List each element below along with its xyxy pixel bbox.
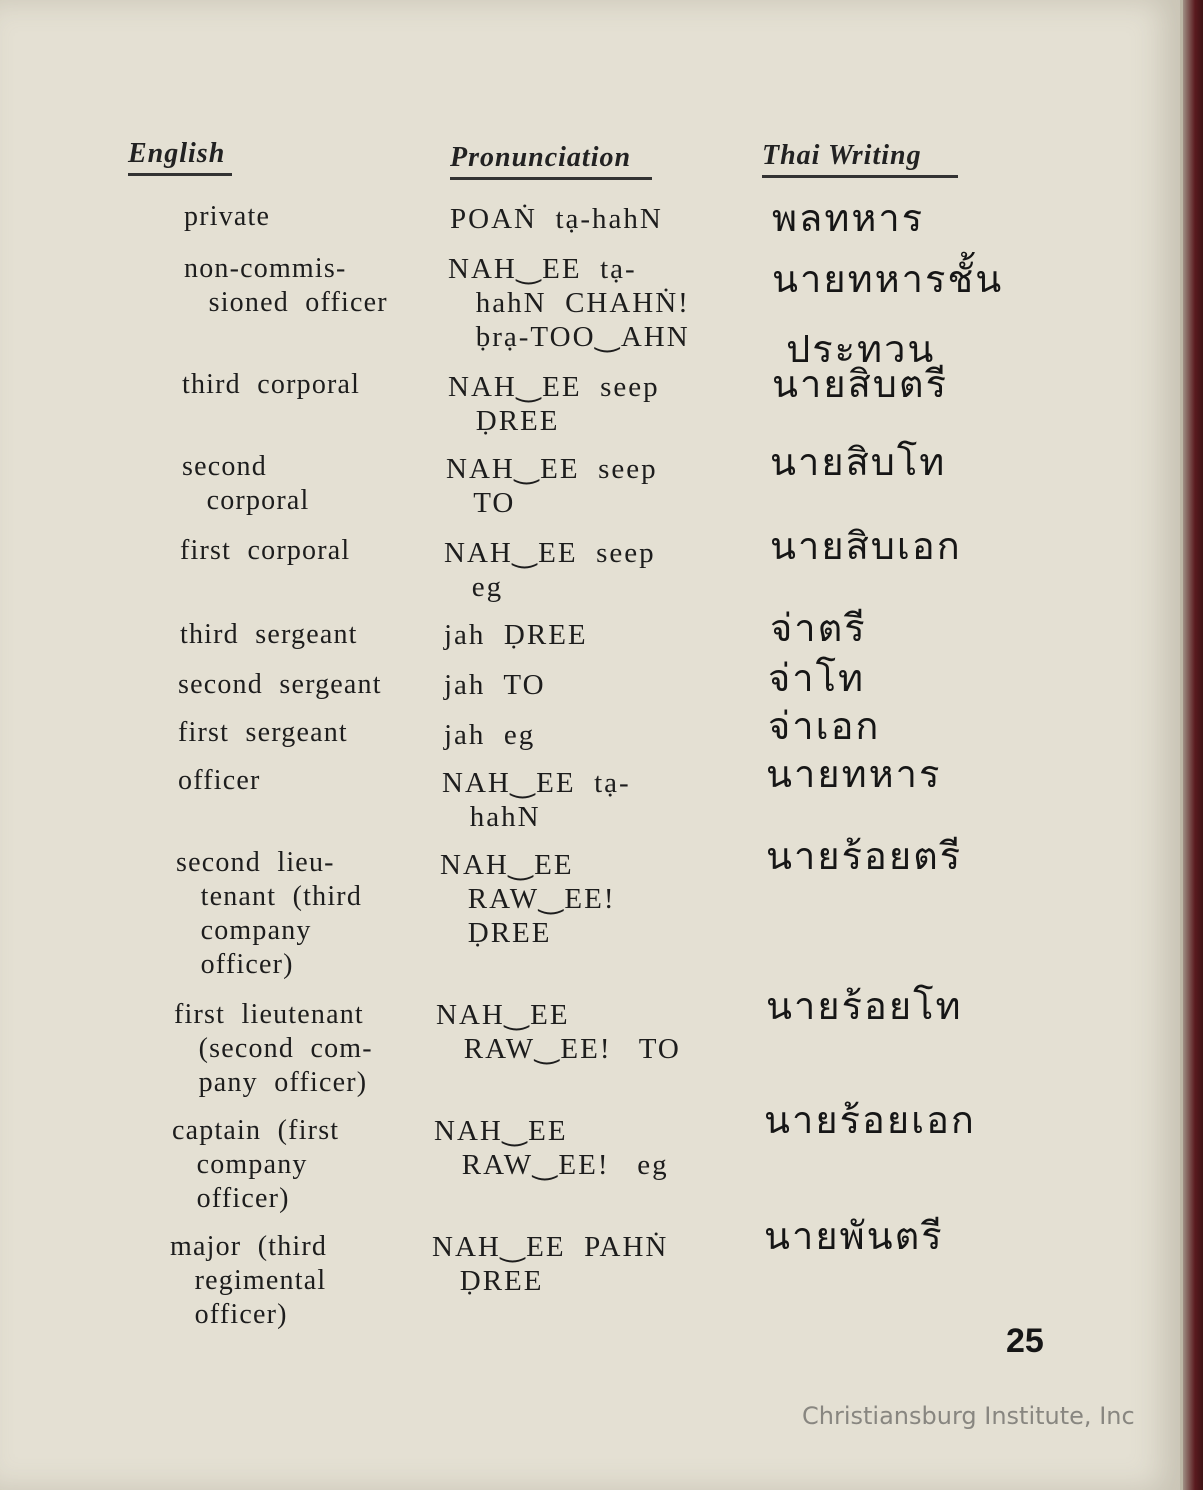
english-term: private bbox=[184, 201, 271, 232]
header-thai bbox=[762, 140, 958, 172]
pronunciation: NAH‿EE tạ- hahN bbox=[442, 767, 631, 833]
pronunciation: NAH‿EE RAW‿EE! TO bbox=[436, 999, 681, 1065]
header-thai-label: Thai Writing bbox=[762, 140, 922, 171]
english-term: major (third regimental officer) bbox=[170, 1231, 328, 1330]
english-term: captain (first company officer) bbox=[172, 1115, 340, 1214]
english-term: second sergeant bbox=[178, 669, 382, 700]
thai-writing: นายสิบตรี bbox=[772, 362, 948, 406]
pronunciation: NAH‿EE PAHṄ ḌREE bbox=[432, 1231, 669, 1297]
book-cover-edge bbox=[1183, 0, 1203, 1490]
thai-writing: นายทหาร bbox=[766, 752, 942, 796]
english-term: second lieu- tenant (third company officer) bbox=[176, 847, 363, 980]
pronunciation: jah ḌREE bbox=[444, 619, 588, 651]
pronunciation: jah eg bbox=[444, 719, 536, 751]
watermark: Christiansburg Institute, Inc bbox=[802, 1402, 1135, 1430]
english-term: officer bbox=[178, 765, 261, 796]
pronunciation: NAH‿EE seep ḌREE bbox=[448, 371, 660, 437]
thai-writing: นายทหารชั้น ประทวน bbox=[772, 257, 1004, 371]
thai-writing: นายร้อยเอก bbox=[764, 1098, 976, 1142]
english-term: first lieutenant (second com- pany officer) bbox=[174, 999, 373, 1098]
pronunciation: NAH‿EE RAW‿EE! ḌREE bbox=[440, 849, 616, 949]
pronunciation: NAH‿EE seep TO bbox=[446, 453, 658, 519]
english-term: first sergeant bbox=[178, 717, 348, 748]
header-english bbox=[128, 138, 232, 170]
pronunciation: jah TO bbox=[444, 669, 546, 701]
thai-writing: นายพันตรี bbox=[764, 1214, 944, 1258]
thai-writing: นายร้อยตรี bbox=[766, 834, 963, 878]
thai-writing: นายสิบเอก bbox=[770, 524, 962, 568]
english-term: non-commis- sioned officer bbox=[184, 253, 388, 318]
thai-writing: จ่าโท bbox=[768, 656, 866, 700]
thai-writing: จ่าตรี bbox=[770, 606, 867, 650]
english-term: first corporal bbox=[180, 535, 351, 566]
english-term: third corporal bbox=[182, 369, 361, 400]
page-number: 25 bbox=[1006, 1322, 1044, 1360]
pronunciation: NAH‿EE seep eg bbox=[444, 537, 656, 603]
header-thai-underline bbox=[762, 175, 958, 178]
thai-writing: พลทหาร bbox=[772, 196, 925, 240]
header-pronunciation-underline bbox=[450, 177, 652, 180]
pronunciation: NAH‿EE tạ- hahN CHAHṄ! ḅrạ-TOO‿AHN bbox=[448, 253, 690, 353]
thai-writing: นายร้อยโท bbox=[766, 984, 963, 1028]
pronunciation: NAH‿EE RAW‿EE! eg bbox=[434, 1115, 669, 1181]
pronunciation: POAṄ tạ-hahN bbox=[450, 203, 663, 235]
header-pronunciation bbox=[450, 142, 652, 174]
thai-writing: จ่าเอก bbox=[768, 704, 881, 748]
english-term: third sergeant bbox=[180, 619, 358, 650]
english-term: second corporal bbox=[182, 451, 310, 516]
header-english-underline bbox=[128, 173, 232, 176]
thai-writing: นายสิบโท bbox=[770, 440, 947, 484]
header-english-label: English bbox=[128, 138, 226, 169]
header-pronunciation-label: Pronunciation bbox=[450, 142, 632, 173]
